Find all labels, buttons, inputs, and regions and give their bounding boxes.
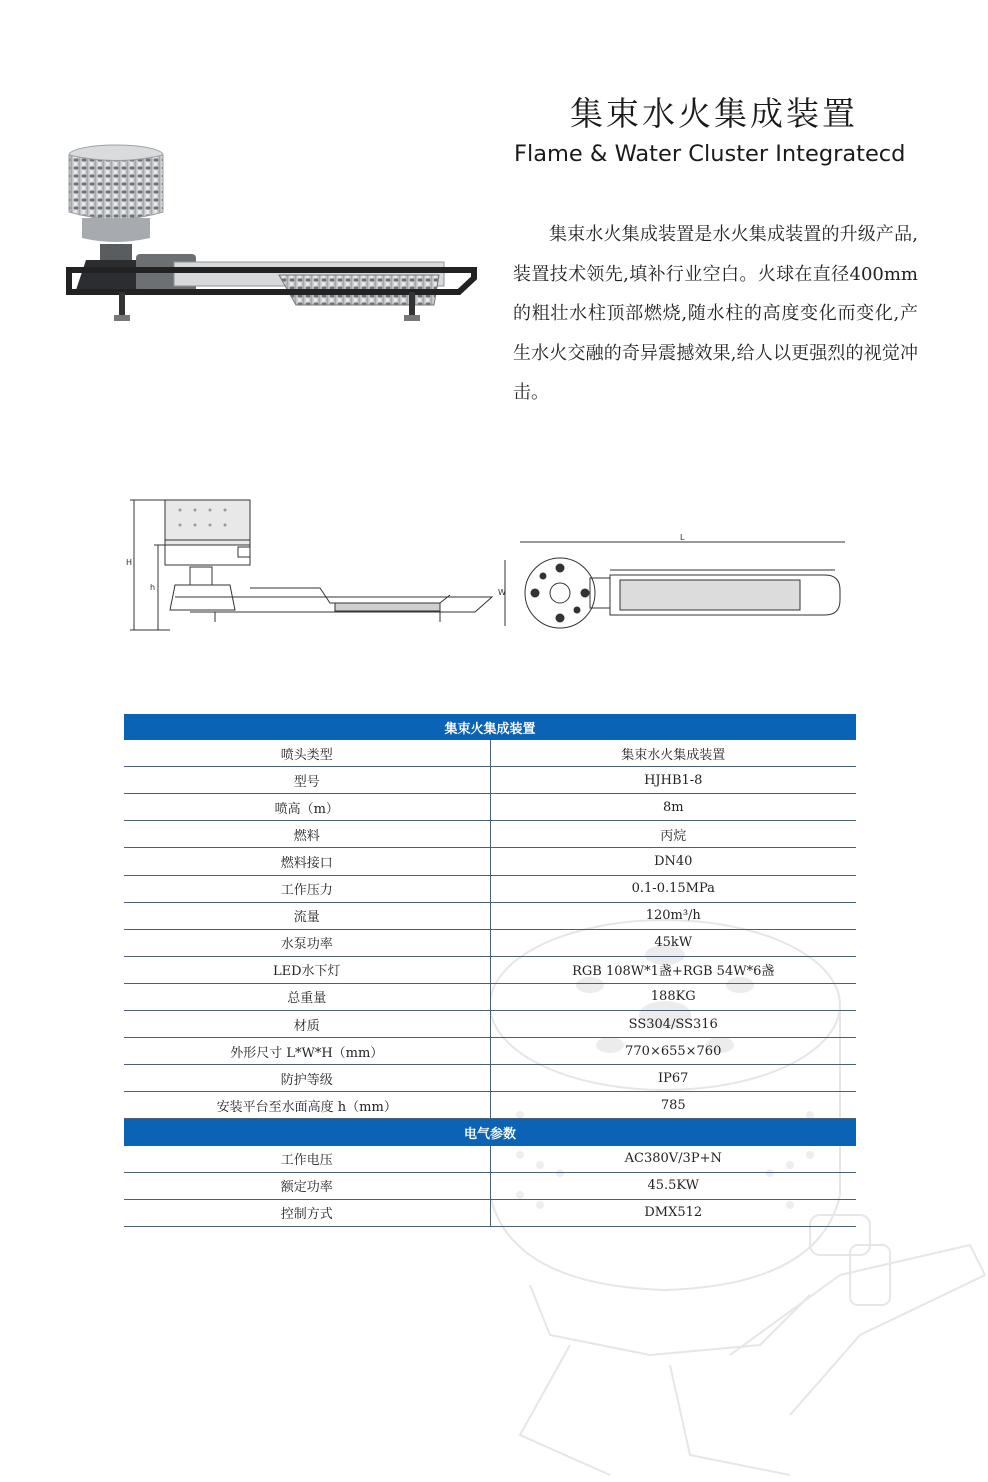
row-label: 总重量 bbox=[124, 983, 490, 1010]
side-view-drawing bbox=[120, 495, 495, 635]
row-label: 型号 bbox=[124, 767, 490, 794]
section-title-main: 集束火集成装置 bbox=[124, 714, 856, 740]
dim-h-label: h bbox=[150, 583, 156, 592]
table-row bbox=[124, 1146, 856, 1173]
row-value: 0.1-0.15MPa bbox=[490, 875, 856, 902]
row-value: DN40 bbox=[490, 848, 856, 875]
table-row bbox=[124, 983, 856, 1010]
row-label: 流量 bbox=[124, 902, 490, 929]
row-value: 45.5KW bbox=[490, 1172, 856, 1199]
table-row bbox=[124, 740, 856, 767]
product-photo bbox=[64, 140, 479, 330]
section-title-electrical: 电气参数 bbox=[124, 1119, 856, 1146]
row-value: SS304/SS316 bbox=[490, 1011, 856, 1038]
row-value: 785 bbox=[490, 1092, 856, 1119]
table-row bbox=[124, 875, 856, 902]
dim-L-label: L bbox=[680, 533, 685, 542]
row-label: 燃料接口 bbox=[124, 848, 490, 875]
table-row bbox=[124, 1038, 856, 1065]
row-value: HJHB1-8 bbox=[490, 767, 856, 794]
row-label: 安装平台至水面高度 h（mm） bbox=[124, 1092, 490, 1119]
row-label: 燃料 bbox=[124, 821, 490, 848]
row-label: 喷头类型 bbox=[124, 740, 490, 767]
table-row bbox=[124, 821, 856, 848]
row-value: DMX512 bbox=[490, 1199, 856, 1226]
row-label: 水泵功率 bbox=[124, 929, 490, 956]
row-value: 120m³/h bbox=[490, 902, 856, 929]
row-value: 188KG bbox=[490, 983, 856, 1010]
row-label: 防护等级 bbox=[124, 1065, 490, 1092]
table-section-header bbox=[124, 714, 856, 740]
top-view-drawing bbox=[495, 530, 855, 635]
table-row bbox=[124, 956, 856, 983]
dim-H-label: H bbox=[126, 558, 133, 567]
row-label: LED水下灯 bbox=[124, 956, 490, 983]
table-row bbox=[124, 1011, 856, 1038]
row-label: 喷高（m） bbox=[124, 794, 490, 821]
row-label: 材质 bbox=[124, 1011, 490, 1038]
row-value: 770×655×760 bbox=[490, 1038, 856, 1065]
table-row bbox=[124, 794, 856, 821]
row-value: RGB 108W*1盏+RGB 54W*6盏 bbox=[490, 956, 856, 983]
row-label: 外形尺寸 L*W*H（mm） bbox=[124, 1038, 490, 1065]
page-title-en: Flame & Water Cluster Integratecd bbox=[514, 141, 906, 167]
row-value: 丙烷 bbox=[490, 821, 856, 848]
row-value: 集束水火集成装置 bbox=[490, 740, 856, 767]
row-label: 工作压力 bbox=[124, 875, 490, 902]
product-description: 集束水火集成装置是水火集成装置的升级产品,装置技术领先,填补行业空白。火球在直径400mm的粗壮水柱顶部燃烧,随水柱的高度变化而变化,产生水火交融的奇异震撼效果,给人以更强烈的视觉冲击。 bbox=[513, 224, 918, 403]
table-row bbox=[124, 1199, 856, 1226]
table-row bbox=[124, 1065, 856, 1092]
dim-W-label: W bbox=[498, 588, 506, 597]
table-row bbox=[124, 848, 856, 875]
table-row bbox=[124, 1092, 856, 1119]
row-label: 工作电压 bbox=[124, 1146, 490, 1173]
table-row bbox=[124, 902, 856, 929]
specification-table bbox=[124, 714, 856, 1227]
table-section-header bbox=[124, 1119, 856, 1146]
table-row bbox=[124, 767, 856, 794]
page-title-cn: 集束水火集成装置 bbox=[570, 94, 858, 133]
row-value: AC380V/3P+N bbox=[490, 1146, 856, 1173]
table-row bbox=[124, 929, 856, 956]
row-label: 控制方式 bbox=[124, 1199, 490, 1226]
row-label: 额定功率 bbox=[124, 1172, 490, 1199]
row-value: IP67 bbox=[490, 1065, 856, 1092]
row-value: 8m bbox=[490, 794, 856, 821]
row-value: 45kW bbox=[490, 929, 856, 956]
table-row bbox=[124, 1172, 856, 1199]
